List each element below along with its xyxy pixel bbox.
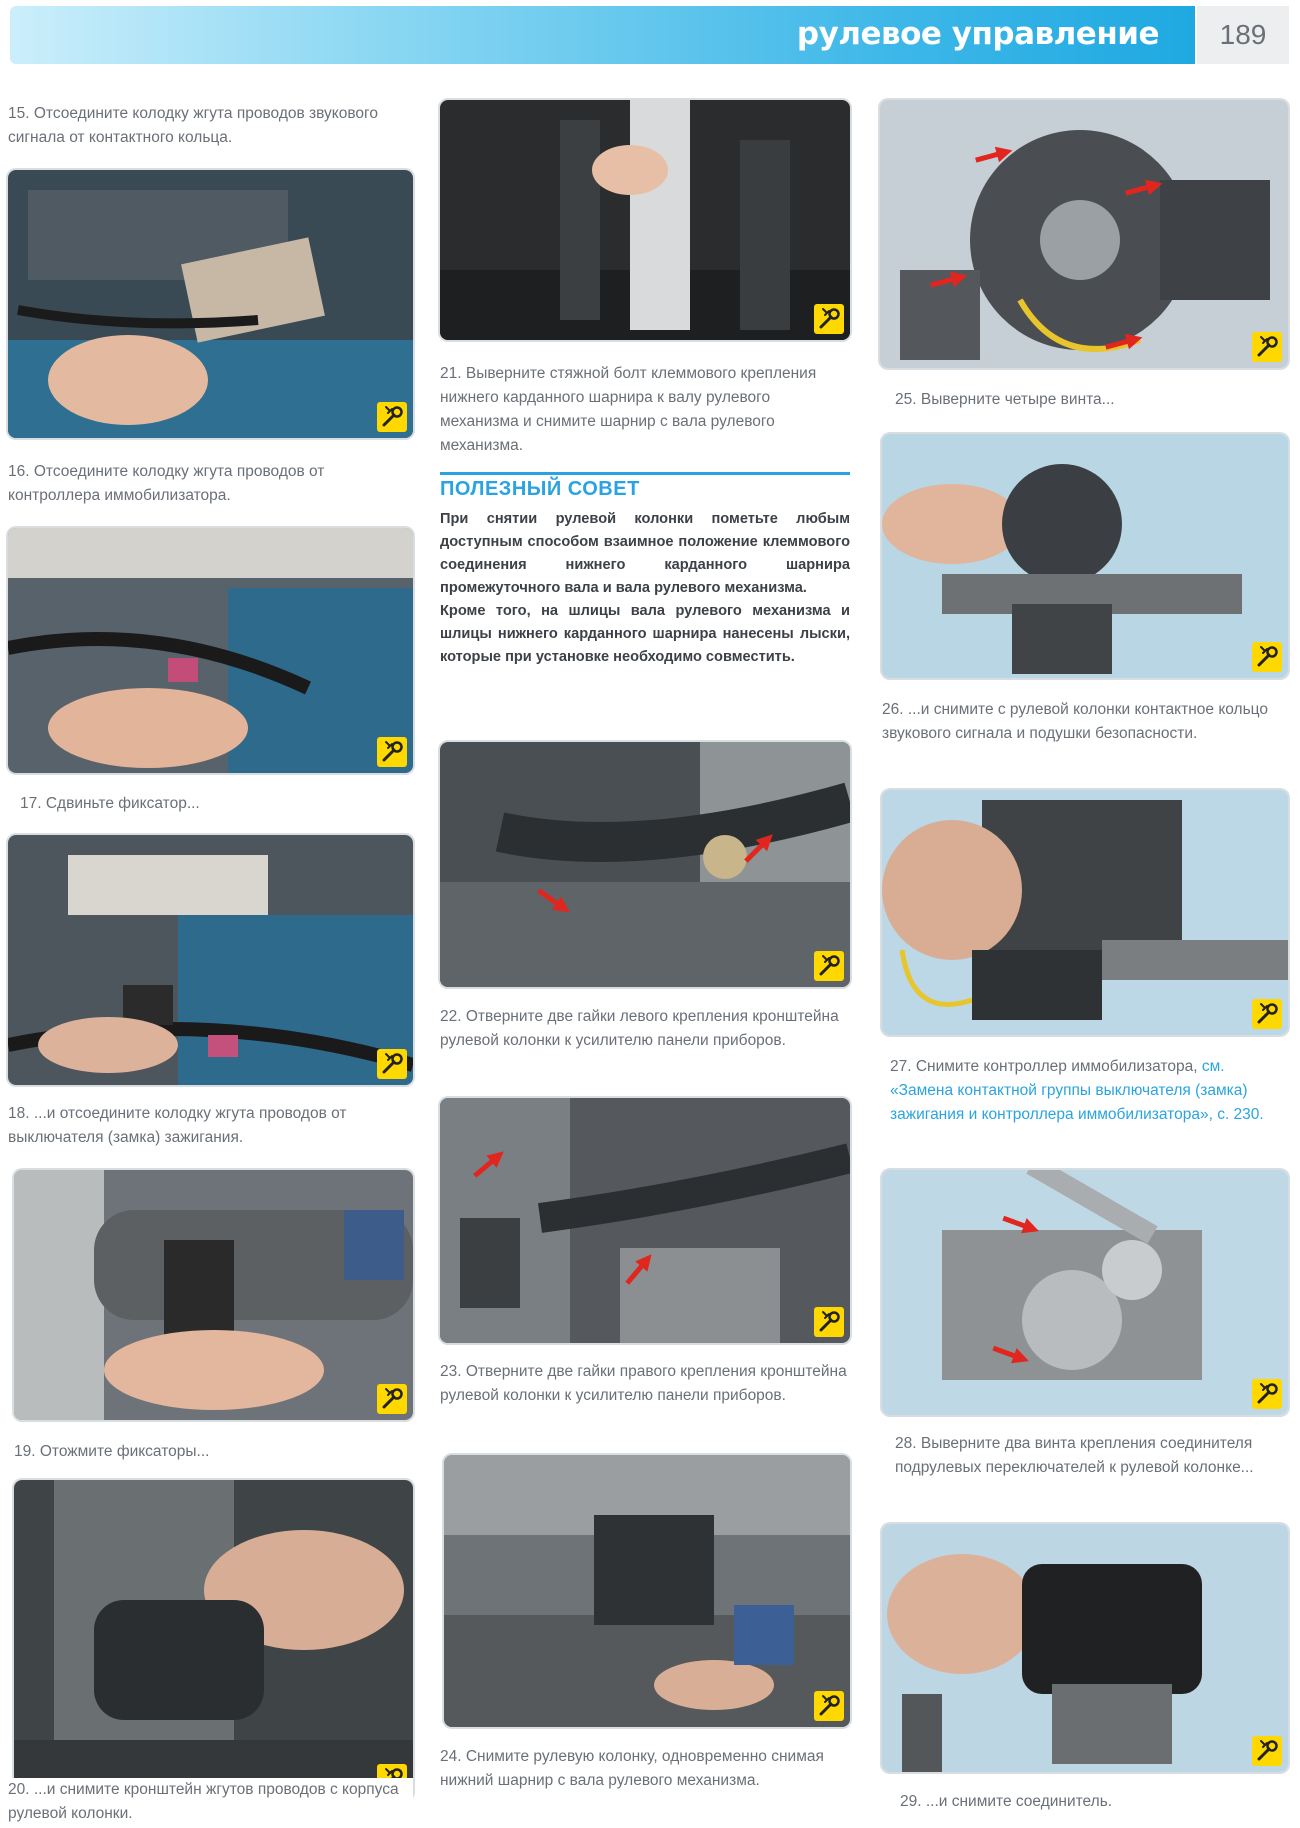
photo-step-20: [14, 1480, 413, 1800]
page-number-box: [1197, 6, 1289, 64]
wrench-icon: [814, 951, 844, 981]
reference-link-ignition-switch[interactable]: см. «Замена контактной группы выключателя (замка) зажигания и контроллера иммобилизатора», с. 230.: [890, 1058, 1264, 1123]
section-header-bar: [10, 6, 1195, 64]
wrench-icon: [1252, 1736, 1282, 1766]
tip-paragraph-2: Кроме того, на шлицы вала рулевого механизма и шлицы нижнего карданного шарнира нанесены лыски, которые при установке необходимо совместить.: [440, 603, 850, 665]
photo-step-28: [882, 1170, 1288, 1415]
wrench-icon: [814, 1307, 844, 1337]
caption-step-17: 17. Сдвиньте фиксатор...: [20, 795, 200, 812]
photo-step-26: [882, 434, 1288, 678]
wrench-icon: [814, 1691, 844, 1721]
wrench-icon: [377, 402, 407, 432]
photo-step-24: [444, 1455, 850, 1727]
photo-step-27: [882, 790, 1288, 1035]
photo-step-23: [440, 1098, 850, 1343]
caption-step-16: 16. Отсоедините колодку жгута проводов от контроллера иммобилизатора.: [8, 463, 325, 504]
caption-step-24: 24. Снимите рулевую колонку, одновременно снимая нижний шарнир с вала рулевого механизма.: [440, 1748, 824, 1789]
caption-step-20: 20. ...и снимите кронштейн жгутов проводов с корпуса рулевой колонки.: [8, 1778, 413, 1826]
caption-step-18: 18. ...и отсоедините колодку жгута проводов от выключателя (замка) зажигания.: [8, 1105, 347, 1146]
photo-step-17: [8, 835, 413, 1085]
caption-step-21: 21. Выверните стяжной болт клеммового крепления нижнего карданного шарнира к валу рулевого механизма и снимите шарнир с вала рулевого механизма.: [440, 365, 817, 454]
tip-title: ПОЛЕЗНЫЙ СОВЕТ: [440, 472, 850, 501]
tip-body: [440, 508, 850, 669]
photo-step-15: [8, 170, 413, 438]
wrench-icon: [377, 1049, 407, 1079]
section-title: рулевое управление: [796, 16, 1159, 52]
photo-step-16: [8, 528, 413, 773]
tip-paragraph-1: При снятии рулевой колонки пометьте любым доступным способом взаимное положение клеммового соединения нижнего карданного шарнира промежуточного вала и вала рулевого механизма.: [440, 511, 850, 596]
caption-step-29: 29. ...и снимите соединитель.: [900, 1793, 1113, 1810]
wrench-icon: [1252, 642, 1282, 672]
caption-step-25: 25. Выверните четыре винта...: [895, 391, 1115, 408]
photo-step-25: [880, 100, 1288, 368]
caption-step-23: 23. Отверните две гайки правого крепления кронштейна рулевой колонки к усилителю панели приборов.: [440, 1363, 847, 1404]
photo-step-22: [440, 742, 850, 987]
photo-step-19: [14, 1170, 413, 1420]
wrench-icon: [377, 1384, 407, 1414]
photo-step-21: [440, 100, 850, 340]
caption-step-28: 28. Выверните два винта крепления соединителя подрулевых переключателей к рулевой колонке...: [895, 1435, 1254, 1476]
caption-step-27: [890, 1055, 1290, 1127]
caption-step-15: 15. Отсоедините колодку жгута проводов звукового сигнала от контактного кольца.: [8, 105, 378, 146]
wrench-icon: [1252, 332, 1282, 362]
wrench-icon: [814, 304, 844, 334]
photo-step-29: [882, 1524, 1288, 1772]
caption-step-22: 22. Отверните две гайки левого крепления кронштейна рулевой колонки к усилителю панели приборов.: [440, 1008, 839, 1049]
wrench-icon: [1252, 999, 1282, 1029]
caption-step-19: 19. Отожмите фиксаторы...: [14, 1443, 210, 1460]
wrench-icon: [1252, 1379, 1282, 1409]
caption-step-27-text: 27. Снимите контроллер иммобилизатора,: [890, 1058, 1198, 1075]
caption-step-26: 26. ...и снимите с рулевой колонки контактное кольцо звукового сигнала и подушки безопасности.: [882, 701, 1268, 742]
page-number: 189: [1219, 19, 1267, 50]
wrench-icon: [377, 737, 407, 767]
